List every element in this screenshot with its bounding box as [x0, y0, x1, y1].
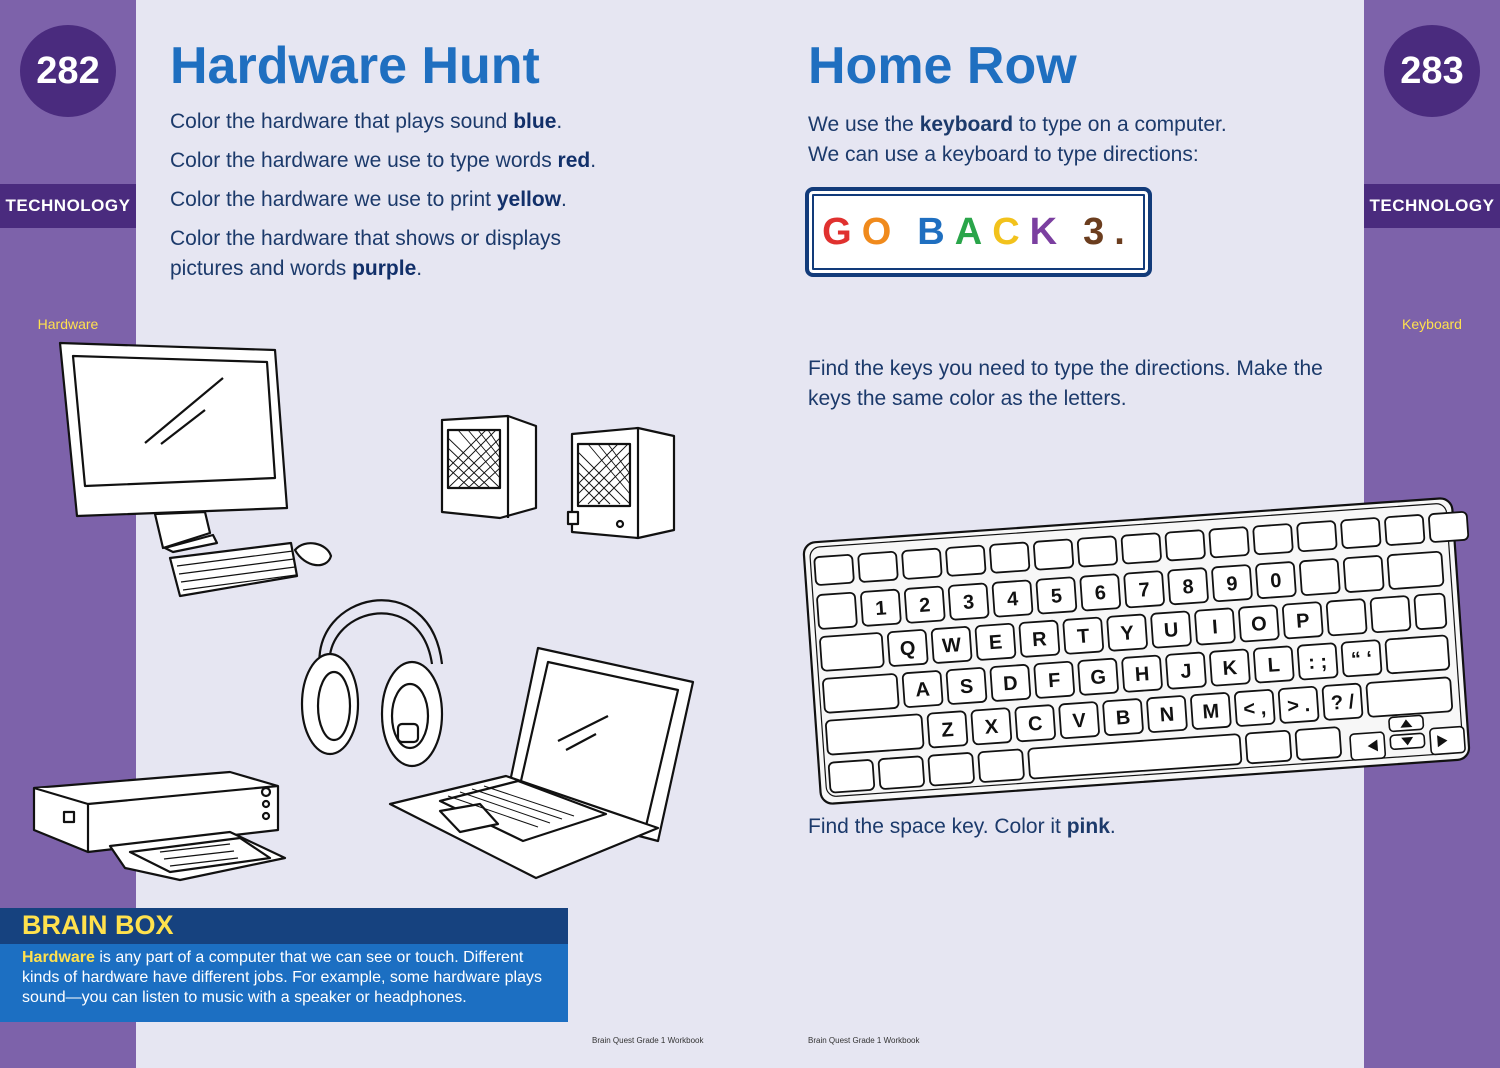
- key-y[interactable]: [1107, 614, 1147, 651]
- topic-right: Keyboard: [1402, 316, 1462, 332]
- key-l[interactable]: [1254, 646, 1294, 683]
- key-a[interactable]: [902, 671, 942, 708]
- footer-right: Brain Quest Grade 1 Workbook: [808, 1036, 920, 1045]
- function-key[interactable]: [1297, 521, 1337, 552]
- arrow-right-icon[interactable]: [1430, 726, 1466, 754]
- keyboard-illustration: [800, 465, 1472, 795]
- key-6[interactable]: [1080, 574, 1120, 611]
- arrow-up-icon[interactable]: [1389, 715, 1424, 731]
- key-g[interactable]: [1078, 658, 1118, 695]
- key-label: K: [1221, 657, 1238, 681]
- brain-box-title: BRAIN BOX: [22, 910, 174, 940]
- function-key[interactable]: [1077, 536, 1117, 567]
- key-punct[interactable]: [1235, 690, 1275, 727]
- key-punct[interactable]: [1322, 683, 1362, 720]
- key-4[interactable]: [992, 580, 1032, 617]
- function-key[interactable]: [946, 545, 986, 576]
- direction-letter: A: [954, 210, 993, 253]
- key-i[interactable]: [1195, 608, 1235, 645]
- function-key[interactable]: [1253, 524, 1293, 555]
- section-band-right: TECHNOLOGY: [1364, 184, 1500, 228]
- key-label: A: [914, 678, 931, 702]
- key-label: D: [1002, 672, 1019, 696]
- function-key[interactable]: [858, 552, 898, 583]
- directions-box: [805, 187, 1152, 277]
- direction-letter: B: [917, 210, 955, 253]
- intro-line-1: We use the keyboard to type on a computer.: [808, 113, 1227, 136]
- key-k[interactable]: [1210, 649, 1250, 686]
- key-tab[interactable]: [820, 633, 884, 671]
- key-label: 4: [1006, 588, 1019, 611]
- key-label: X: [984, 715, 999, 739]
- key-punct[interactable]: [1297, 643, 1337, 680]
- key-backtick[interactable]: [817, 593, 857, 630]
- key-q[interactable]: [888, 630, 928, 667]
- key-label: T: [1076, 625, 1091, 649]
- key-label: < ,: [1242, 697, 1267, 721]
- function-key[interactable]: [902, 548, 942, 579]
- function-key[interactable]: [1034, 539, 1074, 570]
- key-label: B: [1115, 706, 1132, 730]
- key-o[interactable]: [1239, 605, 1279, 642]
- key-label: R: [1031, 628, 1048, 652]
- key-j[interactable]: [1166, 652, 1206, 689]
- key-5[interactable]: [1036, 577, 1076, 614]
- key-minus[interactable]: [1300, 559, 1340, 596]
- brain-box: [0, 908, 568, 1022]
- key-shift-right[interactable]: [1366, 677, 1452, 717]
- key-label: : ;: [1307, 650, 1328, 675]
- key-label: 7: [1137, 578, 1151, 602]
- key-d[interactable]: [990, 665, 1030, 702]
- page-title-left: Hardware Hunt: [170, 37, 540, 95]
- function-key[interactable]: [814, 555, 854, 586]
- instruction-3: Color the hardware we use to print yellow.: [170, 188, 567, 211]
- key-b[interactable]: [1103, 699, 1143, 736]
- key-label: N: [1159, 703, 1175, 727]
- key-8[interactable]: [1168, 568, 1208, 605]
- key-x[interactable]: [971, 708, 1011, 745]
- key-label: P: [1295, 609, 1311, 633]
- arrow-left-icon[interactable]: [1350, 732, 1386, 760]
- arrow-down-icon[interactable]: [1390, 733, 1425, 749]
- key-punct[interactable]: [1341, 640, 1381, 677]
- key-c[interactable]: [1015, 705, 1055, 742]
- direction-letter: O: [861, 210, 902, 253]
- key-label: Z: [940, 718, 955, 742]
- key-label: 5: [1050, 585, 1063, 608]
- key-label: “ ‘: [1350, 647, 1373, 672]
- modifier-key[interactable]: [1295, 727, 1341, 760]
- key-label: 9: [1225, 572, 1239, 596]
- modifier-key[interactable]: [829, 760, 875, 793]
- key-label: W: [941, 634, 962, 658]
- key-label: > .: [1286, 694, 1311, 718]
- function-key[interactable]: [1209, 527, 1249, 558]
- key-2[interactable]: [905, 586, 945, 623]
- key-backslash[interactable]: [1414, 593, 1446, 629]
- key-t[interactable]: [1063, 617, 1103, 654]
- function-key[interactable]: [1341, 518, 1381, 549]
- speakers-icon: [438, 408, 678, 538]
- key-1[interactable]: [861, 589, 901, 626]
- function-key[interactable]: [1121, 533, 1161, 564]
- key-p[interactable]: [1283, 602, 1323, 639]
- key-label: V: [1071, 709, 1087, 733]
- modifier-key[interactable]: [1245, 731, 1291, 764]
- key-label: S: [959, 675, 974, 699]
- key-m[interactable]: [1191, 693, 1231, 730]
- direction-letter: C: [992, 210, 1030, 253]
- direction-letter: G: [822, 210, 862, 253]
- key-label: 6: [1094, 582, 1107, 605]
- key-label: H: [1134, 663, 1151, 687]
- modifier-key[interactable]: [978, 749, 1024, 782]
- section-band-left: TECHNOLOGY: [0, 184, 136, 228]
- key-0[interactable]: [1256, 562, 1296, 599]
- footer-left: Brain Quest Grade 1 Workbook: [592, 1036, 704, 1045]
- direction-letter: [1067, 211, 1083, 254]
- key-shift-left[interactable]: [826, 714, 924, 755]
- key-label: O: [1250, 612, 1268, 636]
- key-v[interactable]: [1059, 702, 1099, 739]
- function-key[interactable]: [1385, 515, 1425, 546]
- key-equals[interactable]: [1344, 556, 1384, 593]
- key-label: J: [1179, 660, 1193, 683]
- key-return[interactable]: [1385, 635, 1449, 673]
- modifier-key[interactable]: [878, 756, 924, 789]
- key-z[interactable]: [927, 711, 967, 748]
- key-label: 8: [1181, 575, 1195, 599]
- brain-box-text: Hardware is any part of a computer that we can see or touch. Different kinds of hardware have different jobs. For example, some hardware plays sound—you can listen to music with a speaker or headphones.: [22, 949, 542, 1006]
- key-label: F: [1047, 669, 1062, 693]
- key-bracket-right[interactable]: [1370, 596, 1410, 633]
- key-label: E: [988, 631, 1003, 655]
- key-f[interactable]: [1034, 662, 1074, 699]
- key-e[interactable]: [975, 624, 1015, 661]
- instruction-1: Color the hardware that plays sound blue.: [170, 110, 563, 133]
- function-key[interactable]: [990, 542, 1030, 573]
- key-label: G: [1089, 666, 1107, 690]
- modifier-key[interactable]: [928, 753, 974, 786]
- function-key[interactable]: [1165, 530, 1205, 561]
- key-s[interactable]: [946, 668, 986, 705]
- key-label: 2: [918, 594, 932, 618]
- key-label: U: [1163, 619, 1180, 643]
- page-title-right: Home Row: [808, 37, 1077, 95]
- key-label: L: [1266, 654, 1281, 677]
- key-u[interactable]: [1151, 611, 1191, 648]
- find-keys-text: Find the keys you need to type the directions. Make the keys the same color as the letters.: [808, 357, 1323, 410]
- key-n[interactable]: [1147, 696, 1187, 733]
- key-9[interactable]: [1212, 565, 1252, 602]
- key-r[interactable]: [1019, 620, 1059, 657]
- direction-letter: K: [1029, 210, 1068, 253]
- key-bracket-left[interactable]: [1326, 599, 1366, 636]
- key-h[interactable]: [1122, 655, 1162, 692]
- intro-line-2: We can use a keyboard to type directions:: [808, 143, 1199, 166]
- key-delete[interactable]: [1387, 552, 1443, 590]
- space-key-text: Find the space key. Color it pink.: [808, 815, 1116, 838]
- instruction-4: Color the hardware that shows or displays pictures and words purple.: [170, 227, 562, 280]
- key-label: 0: [1269, 569, 1283, 593]
- direction-letter: [901, 211, 917, 254]
- instruction-2: Color the hardware we use to type words red.: [170, 149, 597, 172]
- key-label: Q: [899, 637, 917, 661]
- printer-icon: [30, 768, 290, 886]
- key-label: 1: [874, 597, 888, 621]
- key-label: I: [1211, 616, 1219, 639]
- key-w[interactable]: [931, 627, 971, 664]
- key-punct[interactable]: [1278, 687, 1318, 724]
- topic-left: Hardware: [37, 316, 99, 332]
- key-7[interactable]: [1124, 571, 1164, 608]
- key-label: C: [1027, 712, 1044, 736]
- key-label: Y: [1119, 622, 1135, 646]
- function-key[interactable]: [1429, 512, 1469, 543]
- key-3[interactable]: [948, 583, 988, 620]
- key-caps[interactable]: [823, 674, 899, 713]
- page-number-left: 282: [20, 25, 116, 117]
- laptop-icon: [388, 646, 698, 881]
- desktop-computer-icon: [55, 338, 345, 608]
- key-label: ? /: [1330, 690, 1355, 715]
- direction-letter: 3.: [1083, 210, 1135, 253]
- key-label: M: [1201, 700, 1220, 724]
- page-number-right: 283: [1384, 25, 1480, 117]
- key-label: 3: [962, 591, 975, 614]
